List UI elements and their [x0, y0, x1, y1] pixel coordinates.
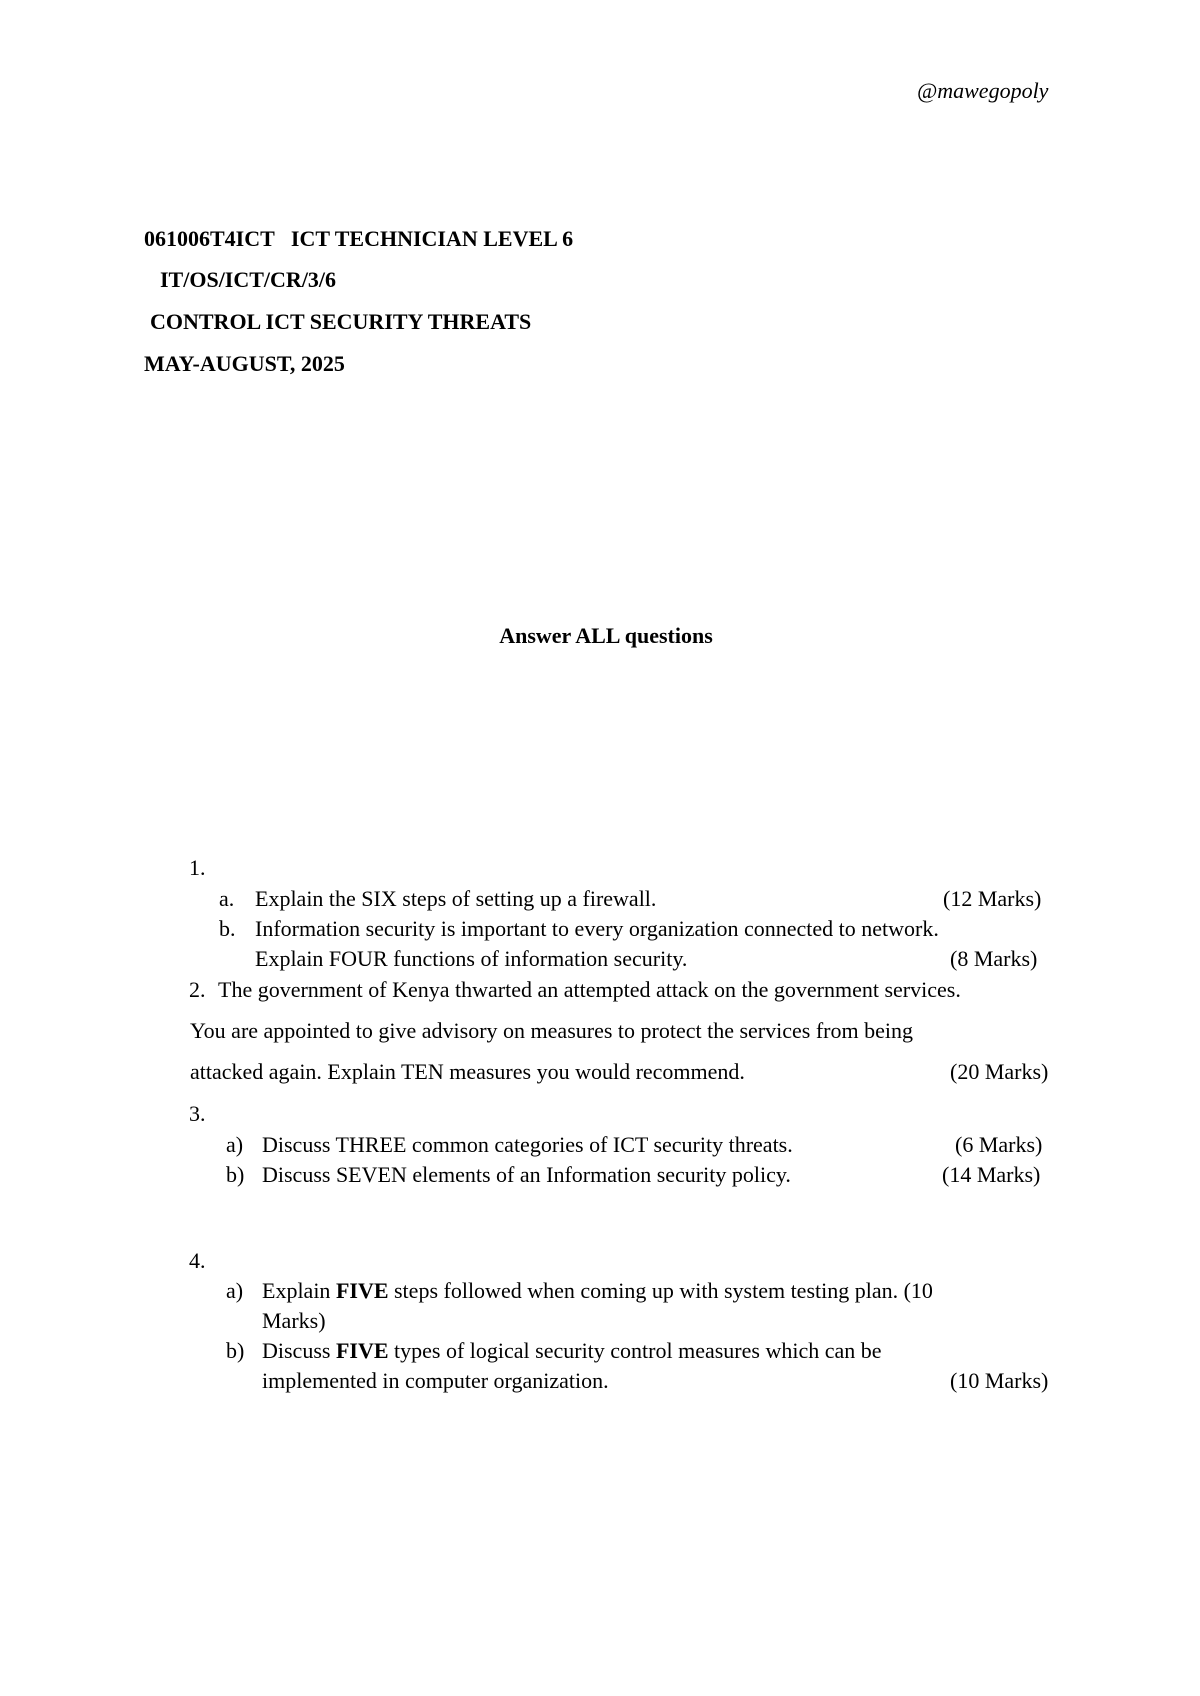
question-3a-label: a) — [226, 1132, 244, 1157]
question-4b-emphasis: FIVE — [335, 1338, 389, 1363]
question-1a-marks: (12 Marks) — [943, 886, 1042, 911]
question-4a-emphasis: FIVE — [335, 1278, 389, 1303]
question-4-number: 4. — [189, 1248, 206, 1273]
question-3-number: 3. — [189, 1101, 206, 1126]
question-3a-text: Discuss THREE common categories of ICT security threats. — [262, 1132, 793, 1157]
question-1b-marks: (8 Marks) — [950, 946, 1038, 971]
question-4a-text-line2: Marks) — [262, 1308, 326, 1333]
question-4b-text-post: types of logical security control measures which can be — [388, 1338, 882, 1363]
question-2-text-line1: The government of Kenya thwarted an attempted attack on the government services. — [218, 977, 961, 1002]
exam-session: MAY-AUGUST, 2025 — [144, 351, 345, 376]
unit-title: CONTROL ICT SECURITY THREATS — [150, 309, 532, 334]
question-1b-text-line2: Explain FOUR functions of information security. — [255, 946, 688, 971]
question-3b-label: b) — [226, 1162, 245, 1187]
question-4b-text — [262, 1338, 882, 1364]
question-3b-marks: (14 Marks) — [942, 1162, 1041, 1187]
question-1a-text: Explain the SIX steps of setting up a firewall. — [255, 886, 657, 911]
question-2-marks: (20 Marks) — [950, 1059, 1049, 1084]
instruction-heading: Answer ALL questions — [499, 623, 713, 648]
question-3b-text: Discuss SEVEN elements of an Information security policy. — [262, 1162, 791, 1187]
question-2-text-line3: attacked again. Explain TEN measures you would recommend. — [190, 1059, 745, 1084]
question-4b-text-pre: Discuss — [262, 1338, 336, 1363]
question-4b-label: b) — [226, 1338, 245, 1363]
watermark: @mawegopoly — [917, 78, 1049, 103]
question-1-number: 1. — [189, 855, 206, 880]
question-4a-text-pre: Explain — [262, 1278, 336, 1303]
question-2-number: 2. — [189, 977, 206, 1002]
question-2-text-line2: You are appointed to give advisory on measures to protect the services from being — [190, 1018, 913, 1043]
question-1a-label: a. — [219, 886, 235, 911]
question-4a-text — [262, 1278, 933, 1304]
course-code-line: 061006T4ICT ICT TECHNICIAN LEVEL 6 — [144, 226, 574, 251]
question-4b-text-line2: implemented in computer organization. — [262, 1368, 609, 1393]
question-3a-marks: (6 Marks) — [955, 1132, 1043, 1157]
question-4a-label: a) — [226, 1278, 244, 1303]
question-4a-text-post: steps followed when coming up with system testing plan. (10 — [388, 1278, 933, 1303]
question-1b-text-line1: Information security is important to every organization connected to network. — [255, 916, 939, 941]
reference-code: IT/OS/ICT/CR/3/6 — [160, 267, 337, 292]
question-1b-label: b. — [219, 916, 236, 941]
question-4b-marks: (10 Marks) — [950, 1368, 1049, 1393]
